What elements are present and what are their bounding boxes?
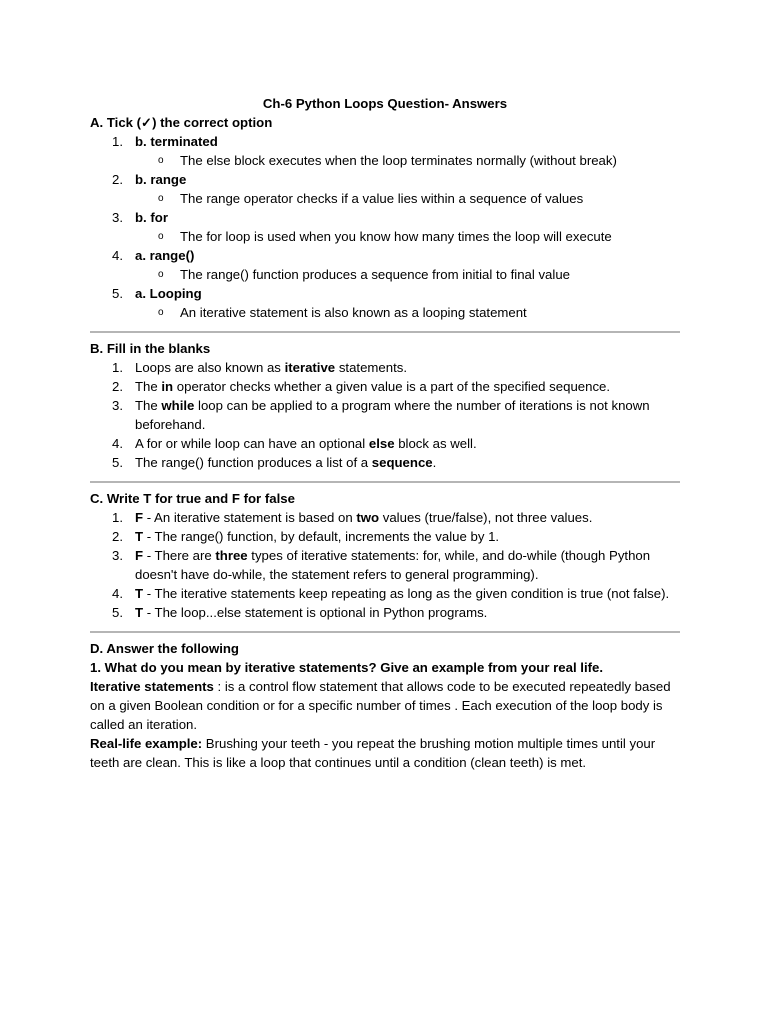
item-number: 2. bbox=[112, 529, 123, 544]
true-false-answer: F bbox=[135, 510, 144, 525]
item-text: block as well. bbox=[394, 436, 477, 451]
circle-bullet-icon: o bbox=[158, 231, 164, 242]
item-text: - An iterative statement is based on bbox=[143, 510, 357, 525]
answer-note: An iterative statement is also known as a looping statement bbox=[180, 305, 527, 320]
page-title: Ch-6 Python Loops Question- Answers bbox=[262, 96, 508, 111]
section-b-item bbox=[90, 358, 680, 377]
answer-note: The range operator checks if a value lies within a sequence of values bbox=[180, 191, 584, 206]
blank-answer: iterative bbox=[284, 360, 336, 375]
section-a-item bbox=[90, 132, 680, 170]
answer-option: b. for bbox=[135, 210, 168, 225]
section-c-item bbox=[90, 546, 680, 584]
example-label: Real-life example: bbox=[90, 736, 203, 751]
blank-answer: else bbox=[368, 436, 395, 451]
answer-note: The range() function produces a sequence from initial to final value bbox=[180, 267, 570, 282]
item-number: 4. bbox=[112, 586, 123, 601]
circle-bullet-icon: o bbox=[158, 155, 164, 166]
section-b-item bbox=[90, 434, 680, 453]
bold-term: two bbox=[356, 510, 380, 525]
answer-note: The else block executes when the loop terminates normally (without break) bbox=[180, 153, 617, 168]
question-text: 1. What do you mean by iterative statements? Give an example from your real life. bbox=[90, 660, 604, 675]
item-text: A for or while loop can have an optional bbox=[135, 436, 369, 451]
definition-text: : is a control flow statement that allows code to be executed repeatedly based on a given Boolean condition or for a specific number of times . Each execution of the loop body is called an iteration. bbox=[90, 679, 671, 732]
item-text: The range() function produces a list of a bbox=[135, 455, 372, 470]
item-text: The bbox=[135, 398, 162, 413]
section-b-item bbox=[90, 377, 680, 396]
item-number: 1. bbox=[112, 510, 123, 525]
item-text: - There are bbox=[143, 548, 216, 563]
blank-answer: sequence bbox=[371, 455, 433, 470]
circle-bullet-icon: o bbox=[158, 269, 164, 280]
true-false-answer: T bbox=[135, 586, 144, 601]
section-c-item bbox=[90, 603, 680, 622]
item-number: 4. bbox=[112, 436, 123, 451]
definition-paragraph bbox=[90, 677, 680, 734]
item-number: 3. bbox=[112, 398, 123, 413]
item-number: 2. bbox=[112, 379, 123, 394]
answer-option: a. Looping bbox=[135, 286, 202, 301]
section-c-heading: C. Write T for true and F for false bbox=[90, 491, 295, 506]
section-b-list bbox=[90, 358, 680, 472]
item-text: loop can be applied to a program where the number of iterations is not known beforehand. bbox=[135, 398, 650, 432]
item-text: The bbox=[135, 379, 162, 394]
answer-option: b. terminated bbox=[135, 134, 218, 149]
true-false-answer: T bbox=[135, 605, 144, 620]
section-c-item bbox=[90, 508, 680, 527]
section-divider bbox=[90, 331, 680, 333]
item-number: 5. bbox=[112, 605, 123, 620]
section-divider bbox=[90, 631, 680, 633]
answer-note: The for loop is used when you know how many times the loop will execute bbox=[180, 229, 612, 244]
item-number: 3. bbox=[112, 210, 123, 225]
section-c-item bbox=[90, 584, 680, 603]
item-text: . bbox=[432, 455, 437, 470]
true-false-answer: F bbox=[135, 548, 144, 563]
item-number: 2. bbox=[112, 172, 123, 187]
bold-term: three bbox=[215, 548, 248, 563]
section-b-heading: B. Fill in the blanks bbox=[90, 341, 211, 356]
item-text: values (true/false), not three values. bbox=[379, 510, 593, 525]
document-content bbox=[90, 94, 680, 772]
blank-answer: in bbox=[161, 379, 174, 394]
answer-option: a. range() bbox=[135, 248, 195, 263]
item-text: types of iterative statements: for, while, and do-while (though Python doesn't have do-while, the statement refers to general programming). bbox=[135, 548, 651, 582]
item-text: - The loop...else statement is optional in Python programs. bbox=[143, 605, 488, 620]
example-text: Brushing your teeth - you repeat the brushing motion multiple times until your teeth are clean. This is like a loop that continues until a condition (clean teeth) is met. bbox=[90, 736, 656, 770]
item-text: - The iterative statements keep repeating as long as the given condition is true (not false). bbox=[143, 586, 670, 601]
section-b-item bbox=[90, 396, 680, 434]
blank-answer: while bbox=[161, 398, 195, 413]
example-paragraph bbox=[90, 734, 680, 772]
section-a-item bbox=[90, 170, 680, 208]
item-number: 1. bbox=[112, 360, 123, 375]
section-a-item bbox=[90, 208, 680, 246]
answer-option: b. range bbox=[135, 172, 187, 187]
section-d-heading: D. Answer the following bbox=[90, 641, 239, 656]
item-text: Loops are also known as bbox=[135, 360, 285, 375]
item-number: 3. bbox=[112, 548, 123, 563]
item-text: - The range() function, by default, increments the value by 1. bbox=[143, 529, 500, 544]
item-text: statements. bbox=[335, 360, 407, 375]
section-divider bbox=[90, 481, 680, 483]
item-number: 1. bbox=[112, 134, 123, 149]
circle-bullet-icon: o bbox=[158, 307, 164, 318]
section-c-item bbox=[90, 527, 680, 546]
section-a-item bbox=[90, 246, 680, 284]
item-number: 4. bbox=[112, 248, 123, 263]
section-c-list bbox=[90, 508, 680, 622]
true-false-answer: T bbox=[135, 529, 144, 544]
section-a-list bbox=[90, 132, 680, 322]
section-a-item bbox=[90, 284, 680, 322]
section-b-item bbox=[90, 453, 680, 472]
circle-bullet-icon: o bbox=[158, 193, 164, 204]
definition-label: Iterative statements bbox=[90, 679, 214, 694]
section-a-heading: A. Tick (✓) the correct option bbox=[90, 115, 273, 130]
item-text: operator checks whether a given value is a part of the specified sequence. bbox=[173, 379, 611, 394]
item-number: 5. bbox=[112, 286, 123, 301]
item-number: 5. bbox=[112, 455, 123, 470]
